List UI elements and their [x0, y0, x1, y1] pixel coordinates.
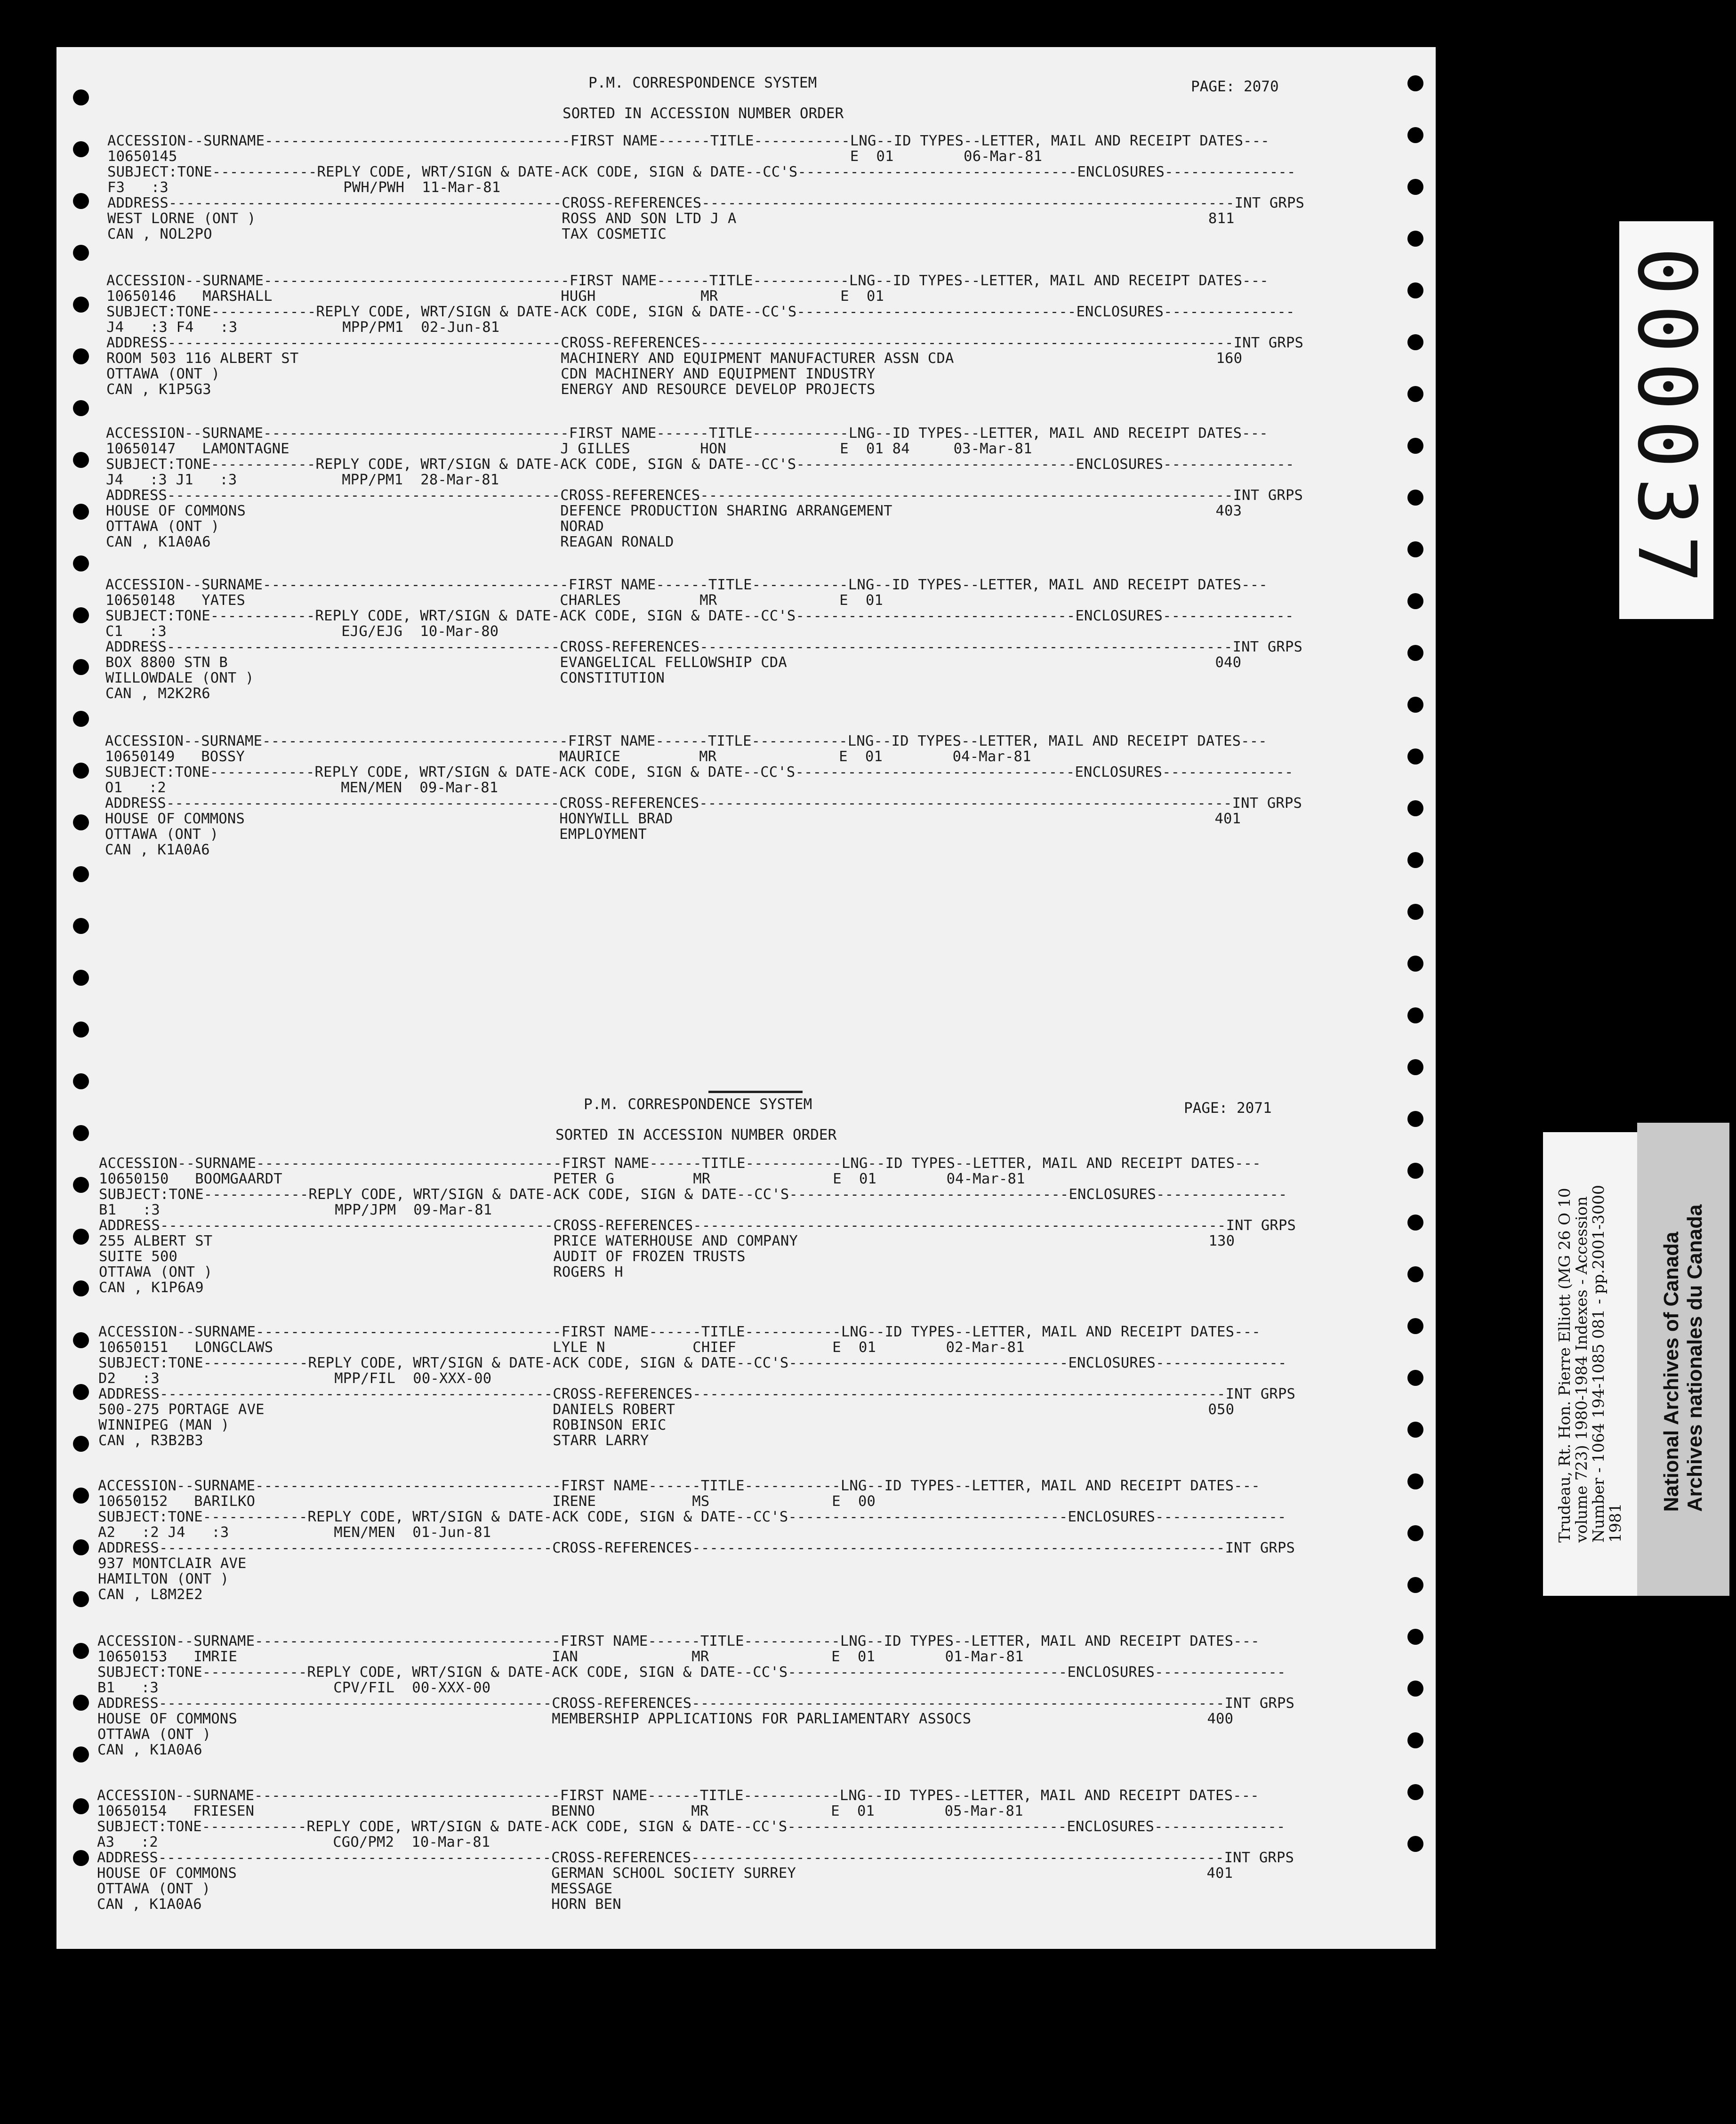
record-line: C1 :3 EJG/EJG 10-Mar-80: [105, 623, 499, 640]
feed-hole: [1407, 904, 1423, 920]
record-line: 10650152 BARILKO IRENE MS E 00: [98, 1493, 876, 1510]
record-line: WEST LORNE (ONT ) ROSS AND SON LTD J A 811: [107, 210, 1235, 227]
record-line: OTTAWA (ONT ) CDN MACHINERY AND EQUIPMENT INDUSTRY: [106, 366, 876, 382]
record-line: OTTAWA (ONT ) MESSAGE: [97, 1881, 613, 1897]
feed-hole: [73, 1384, 89, 1400]
feed-hole: [1407, 1111, 1423, 1127]
feed-hole: [1407, 1059, 1423, 1075]
system-title: P.M. CORRESPONDENCE SYSTEM: [584, 1096, 812, 1113]
record-line: CAN , K1P5G3 ENERGY AND RESOURCE DEVELOP PROJECTS: [106, 381, 876, 398]
record-10650147: [106, 426, 1303, 550]
feed-hole: [73, 1539, 89, 1555]
feed-hole: [1407, 127, 1423, 143]
feed-hole: [1407, 1266, 1423, 1282]
feed-hole: [1407, 386, 1423, 402]
record-line: CAN , K1A0A6 HORN BEN: [97, 1896, 621, 1913]
record-line: CAN , L8M2E2: [98, 1586, 203, 1603]
record-line: OTTAWA (ONT ) NORAD: [106, 518, 604, 535]
record-line: SUBJECT:TONE------------REPLY CODE, WRT/SIGN & DATE-ACK CODE, SIGN & DATE--CC'S--------------------------------ENCLOSURES---------------: [105, 764, 1294, 780]
record-line: HAMILTON (ONT ): [98, 1571, 229, 1587]
feed-hole: [1407, 334, 1423, 350]
record-line: ADDRESS---------------------------------------------CROSS-REFERENCES-------------------------------------------------------------INT GRPS: [98, 1540, 1295, 1556]
feed-hole: [1407, 748, 1423, 764]
record-line: D2 :3 MPP/FIL 00-XXX-00: [98, 1370, 492, 1387]
record-line: ADDRESS---------------------------------------------CROSS-REFERENCES-------------------------------------------------------------INT GRPS: [98, 1386, 1296, 1402]
record-10650148: [105, 577, 1302, 701]
feed-hole: [1407, 490, 1423, 506]
record-line: ADDRESS---------------------------------------------CROSS-REFERENCES-------------------------------------------------------------INT GRPS: [97, 1850, 1294, 1866]
record-line: SUBJECT:TONE------------REPLY CODE, WRT/SIGN & DATE-ACK CODE, SIGN & DATE--CC'S--------------------------------ENCLOSURES---------------: [107, 164, 1296, 180]
feed-hole: [1407, 75, 1423, 91]
record-line: ADDRESS---------------------------------------------CROSS-REFERENCES-------------------------------------------------------------INT GRPS: [106, 335, 1304, 351]
feed-hole: [73, 1073, 89, 1089]
feed-hole: [73, 918, 89, 934]
record-line: ACCESSION--SURNAME-----------------------------------FIRST NAME------TITLE-----------LNG--ID TYPES--LETTER, MAIL AND RECEIPT DATES---: [106, 273, 1269, 289]
feed-hole: [73, 1746, 89, 1762]
frame-number: 000037: [1620, 247, 1713, 593]
feed-hole: [73, 1022, 89, 1038]
record-line: BOX 8800 STN B EVANGELICAL FELLOWSHIP CDA 040: [105, 654, 1242, 671]
feed-hole: [1407, 593, 1423, 609]
feed-hole: [73, 297, 89, 313]
feed-hole: [73, 1125, 89, 1141]
record-line: OTTAWA (ONT ) EMPLOYMENT: [105, 826, 647, 843]
record-line: J4 :3 J1 :3 MPP/PM1 28-Mar-81: [106, 472, 499, 488]
record-line: A3 :2 CGO/PM2 10-Mar-81: [97, 1834, 490, 1850]
feed-hole: [1407, 1473, 1423, 1489]
record-line: 10650150 BOOMGAARDT PETER G MR E 01 04-Mar-81: [99, 1171, 1025, 1187]
record-line: CAN , K1A0A6: [105, 842, 210, 858]
record-line: ADDRESS---------------------------------------------CROSS-REFERENCES-------------------------------------------------------------INT GRPS: [105, 639, 1303, 655]
record-line: ACCESSION--SURNAME-----------------------------------FIRST NAME------TITLE-----------LNG--ID TYPES--LETTER, MAIL AND RECEIPT DATES---: [97, 1787, 1259, 1804]
page-number: PAGE: 2071: [1184, 1100, 1272, 1117]
feed-hole: [1407, 645, 1423, 661]
record-line: CAN , R3B2B3 STARR LARRY: [98, 1432, 649, 1449]
sort-subtitle: SORTED IN ACCESSION NUMBER ORDER: [555, 1126, 837, 1143]
feed-hole: [1407, 438, 1423, 454]
record-line: 10650153 IMRIE IAN MR E 01 01-Mar-81: [97, 1649, 1024, 1665]
record-line: HOUSE OF COMMONS DEFENCE PRODUCTION SHARING ARRANGEMENT 403: [106, 503, 1242, 519]
feed-hole: [73, 141, 89, 157]
feed-hole: [73, 1332, 89, 1348]
record-line: SUBJECT:TONE------------REPLY CODE, WRT/SIGN & DATE-ACK CODE, SIGN & DATE--CC'S--------------------------------ENCLOSURES---------------: [98, 1509, 1286, 1525]
archive-label-band: [1637, 1123, 1729, 1596]
record-10650150: [99, 1156, 1296, 1295]
feed-hole: [1407, 231, 1423, 247]
feed-hole: [1407, 852, 1423, 868]
record-10650152: [98, 1478, 1295, 1602]
record-line: ACCESSION--SURNAME-----------------------------------FIRST NAME------TITLE-----------LNG--ID TYPES--LETTER, MAIL AND RECEIPT DATES---: [97, 1633, 1260, 1649]
record-line: ROOM 503 116 ALBERT ST MACHINERY AND EQUIPMENT MANUFACTURER ASSN CDA 160: [106, 350, 1243, 367]
record-line: ADDRESS---------------------------------------------CROSS-REFERENCES-------------------------------------------------------------INT GRPS: [99, 1217, 1296, 1234]
record-line: ADDRESS---------------------------------------------CROSS-REFERENCES-------------------------------------------------------------INT GRPS: [106, 487, 1303, 504]
feed-hole: [1407, 1836, 1423, 1852]
feed-hole: [73, 504, 89, 520]
feed-hole: [1407, 1784, 1423, 1800]
record-line: ACCESSION--SURNAME-----------------------------------FIRST NAME------TITLE-----------LNG--ID TYPES--LETTER, MAIL AND RECEIPT DATES---: [99, 1155, 1261, 1172]
record-line: CAN , NOL2PO TAX COSMETIC: [107, 226, 667, 242]
record-line: ADDRESS---------------------------------------------CROSS-REFERENCES-------------------------------------------------------------INT GRPS: [97, 1695, 1295, 1712]
record-line: 255 ALBERT ST PRICE WATERHOUSE AND COMPANY 130: [99, 1233, 1235, 1249]
record-line: ACCESSION--SURNAME-----------------------------------FIRST NAME------TITLE-----------LNG--ID TYPES--LETTER, MAIL AND RECEIPT DATES---: [107, 133, 1270, 149]
record-line: OTTAWA (ONT ) ROGERS H: [99, 1264, 623, 1280]
feed-hole: [1407, 1318, 1423, 1334]
feed-hole: [73, 814, 89, 830]
record-line: ACCESSION--SURNAME-----------------------------------FIRST NAME------TITLE-----------LNG--ID TYPES--LETTER, MAIL AND RECEIPT DATES---: [105, 733, 1267, 749]
record-line: CAN , M2K2R6: [105, 685, 210, 702]
record-line: SUITE 500 AUDIT OF FROZEN TRUSTS: [99, 1248, 746, 1265]
feed-hole: [73, 1591, 89, 1607]
record-line: ADDRESS---------------------------------------------CROSS-REFERENCES-------------------------------------------------------------INT GRPS: [107, 195, 1305, 211]
record-line: 10650146 MARSHALL HUGH MR E 01: [106, 288, 884, 305]
record-line: OTTAWA (ONT ): [97, 1726, 211, 1743]
feed-hole: [73, 1695, 89, 1711]
record-line: 10650151 LONGCLAWS LYLE N CHIEF E 01 02-Mar-81: [98, 1339, 1025, 1356]
record-line: SUBJECT:TONE------------REPLY CODE, WRT/SIGN & DATE-ACK CODE, SIGN & DATE--CC'S--------------------------------ENCLOSURES---------------: [106, 456, 1294, 473]
feed-hole: [73, 1488, 89, 1504]
record-line: HOUSE OF COMMONS GERMAN SCHOOL SOCIETY SURREY 401: [97, 1865, 1233, 1882]
feed-hole: [1407, 1732, 1423, 1748]
printout-paper: [56, 47, 1436, 1949]
feed-hole: [73, 1798, 89, 1814]
feed-hole: [1407, 1422, 1423, 1438]
feed-hole: [73, 659, 89, 675]
record-10650153: [97, 1633, 1294, 1758]
record-line: SUBJECT:TONE------------REPLY CODE, WRT/SIGN & DATE-ACK CODE, SIGN & DATE--CC'S--------------------------------ENCLOSURES---------------: [99, 1186, 1287, 1203]
record-line: 500-275 PORTAGE AVE DANIELS ROBERT 050: [98, 1401, 1235, 1418]
archive-label: [1543, 1132, 1637, 1596]
record-line: HOUSE OF COMMONS HONYWILL BRAD 401: [105, 811, 1241, 827]
feed-hole: [73, 400, 89, 416]
feed-hole: [73, 711, 89, 727]
feed-hole: [1407, 1681, 1423, 1697]
record-10650154: [97, 1788, 1294, 1912]
record-line: 10650148 YATES CHARLES MR E 01: [105, 592, 884, 609]
record-line: SUBJECT:TONE------------REPLY CODE, WRT/SIGN & DATE-ACK CODE, SIGN & DATE--CC'S--------------------------------ENCLOSURES---------------: [105, 608, 1294, 624]
record-line: 937 MONTCLAIR AVE: [98, 1555, 247, 1572]
feed-hole: [1407, 541, 1423, 557]
record-line: A2 :2 J4 :3 MEN/MEN 01-Jun-81: [98, 1524, 491, 1541]
record-line: 10650145 E 01 06-Mar-81: [107, 148, 1043, 165]
feed-hole: [73, 193, 89, 209]
feed-hole: [73, 763, 89, 779]
record-line: WILLOWDALE (ONT ) CONSTITUTION: [105, 670, 665, 686]
feed-hole: [73, 970, 89, 986]
feed-hole: [73, 452, 89, 468]
feed-hole: [73, 1177, 89, 1193]
record-line: CAN , K1A0A6 REAGAN RONALD: [106, 534, 674, 550]
record-line: B1 :3 CPV/FIL 00-XXX-00: [97, 1680, 491, 1696]
feed-hole: [1407, 1215, 1423, 1231]
feed-hole: [73, 1850, 89, 1866]
feed-hole: [1407, 1577, 1423, 1593]
feed-hole: [1407, 697, 1423, 713]
page-separator: [708, 1091, 803, 1093]
feed-hole: [1407, 800, 1423, 816]
record-line: CAN , K1P6A9: [99, 1279, 204, 1296]
record-10650145: [107, 133, 1304, 242]
feed-hole: [1407, 1007, 1423, 1023]
feed-hole: [1407, 1370, 1423, 1386]
record-line: ACCESSION--SURNAME-----------------------------------FIRST NAME------TITLE-----------LNG--ID TYPES--LETTER, MAIL AND RECEIPT DATES---: [98, 1324, 1261, 1340]
record-line: 10650149 BOSSY MAURICE MR E 01 04-Mar-81: [105, 748, 1031, 765]
feed-hole: [1407, 1163, 1423, 1179]
frame-number-stamp: [1619, 221, 1713, 619]
record-line: ACCESSION--SURNAME-----------------------------------FIRST NAME------TITLE-----------LNG--ID TYPES--LETTER, MAIL AND RECEIPT DATES---: [106, 425, 1268, 442]
record-10650149: [105, 733, 1302, 858]
feed-hole: [73, 866, 89, 882]
sort-subtitle: SORTED IN ACCESSION NUMBER ORDER: [563, 105, 844, 122]
record-line: SUBJECT:TONE------------REPLY CODE, WRT/SIGN & DATE-ACK CODE, SIGN & DATE--CC'S--------------------------------ENCLOSURES---------------: [97, 1818, 1286, 1835]
feed-hole: [1407, 956, 1423, 972]
page-number: PAGE: 2070: [1191, 78, 1279, 95]
feed-hole: [73, 1229, 89, 1245]
record-line: HOUSE OF COMMONS MEMBERSHIP APPLICATIONS FOR PARLIAMENTARY ASSOCS 400: [97, 1711, 1234, 1727]
feed-hole: [73, 348, 89, 364]
record-line: O1 :2 MEN/MEN 09-Mar-81: [105, 780, 498, 796]
feed-hole: [73, 1280, 89, 1296]
feed-hole: [1407, 179, 1423, 195]
feed-hole: [73, 89, 89, 105]
record-line: ACCESSION--SURNAME-----------------------------------FIRST NAME------TITLE-----------LNG--ID TYPES--LETTER, MAIL AND RECEIPT DATES---: [98, 1478, 1260, 1494]
feed-hole: [1407, 282, 1423, 298]
record-line: ACCESSION--SURNAME-----------------------------------FIRST NAME------TITLE-----------LNG--ID TYPES--LETTER, MAIL AND RECEIPT DATES---: [105, 577, 1268, 593]
record-line: CAN , K1A0A6: [97, 1742, 202, 1758]
record-10650146: [106, 273, 1303, 397]
feed-hole: [73, 1643, 89, 1659]
record-line: F3 :3 PWH/PWH 11-Mar-81: [107, 179, 501, 196]
archive-caption: Trudeau, Rt. Hon. Pierre Elliott (MG 26 O 10 volume 723) 1980-1984 Indexes - Accession Number - 1064 194-1085 081 - pp.2001-3000 1981: [1555, 1184, 1624, 1543]
feed-hole: [73, 555, 89, 571]
feed-hole: [73, 245, 89, 261]
record-line: 10650147 LAMONTAGNE J GILLES HON E 01 84 03-Mar-81: [106, 441, 1032, 457]
record-line: SUBJECT:TONE------------REPLY CODE, WRT/SIGN & DATE-ACK CODE, SIGN & DATE--CC'S--------------------------------ENCLOSURES---------------: [97, 1664, 1286, 1681]
record-line: WINNIPEG (MAN ) ROBINSON ERIC: [98, 1417, 667, 1433]
record-line: B1 :3 MPP/JPM 09-Mar-81: [99, 1202, 492, 1218]
record-line: J4 :3 F4 :3 MPP/PM1 02-Jun-81: [106, 319, 500, 336]
record-line: SUBJECT:TONE------------REPLY CODE, WRT/SIGN & DATE-ACK CODE, SIGN & DATE--CC'S--------------------------------ENCLOSURES---------------: [106, 304, 1295, 320]
system-title: P.M. CORRESPONDENCE SYSTEM: [588, 74, 817, 91]
feed-hole: [1407, 1629, 1423, 1645]
record-line: SUBJECT:TONE------------REPLY CODE, WRT/SIGN & DATE-ACK CODE, SIGN & DATE--CC'S--------------------------------ENCLOSURES---------------: [98, 1355, 1287, 1371]
feed-hole: [1407, 1525, 1423, 1541]
feed-hole: [73, 1436, 89, 1452]
record-10650151: [98, 1324, 1295, 1448]
record-line: ADDRESS---------------------------------------------CROSS-REFERENCES-------------------------------------------------------------INT GRPS: [105, 795, 1302, 812]
feed-hole: [73, 607, 89, 623]
record-line: 10650154 FRIESEN BENNO MR E 01 05-Mar-81: [97, 1803, 1023, 1819]
archive-name: National Archives of Canada Archives nationales du Canada: [1660, 1204, 1706, 1512]
